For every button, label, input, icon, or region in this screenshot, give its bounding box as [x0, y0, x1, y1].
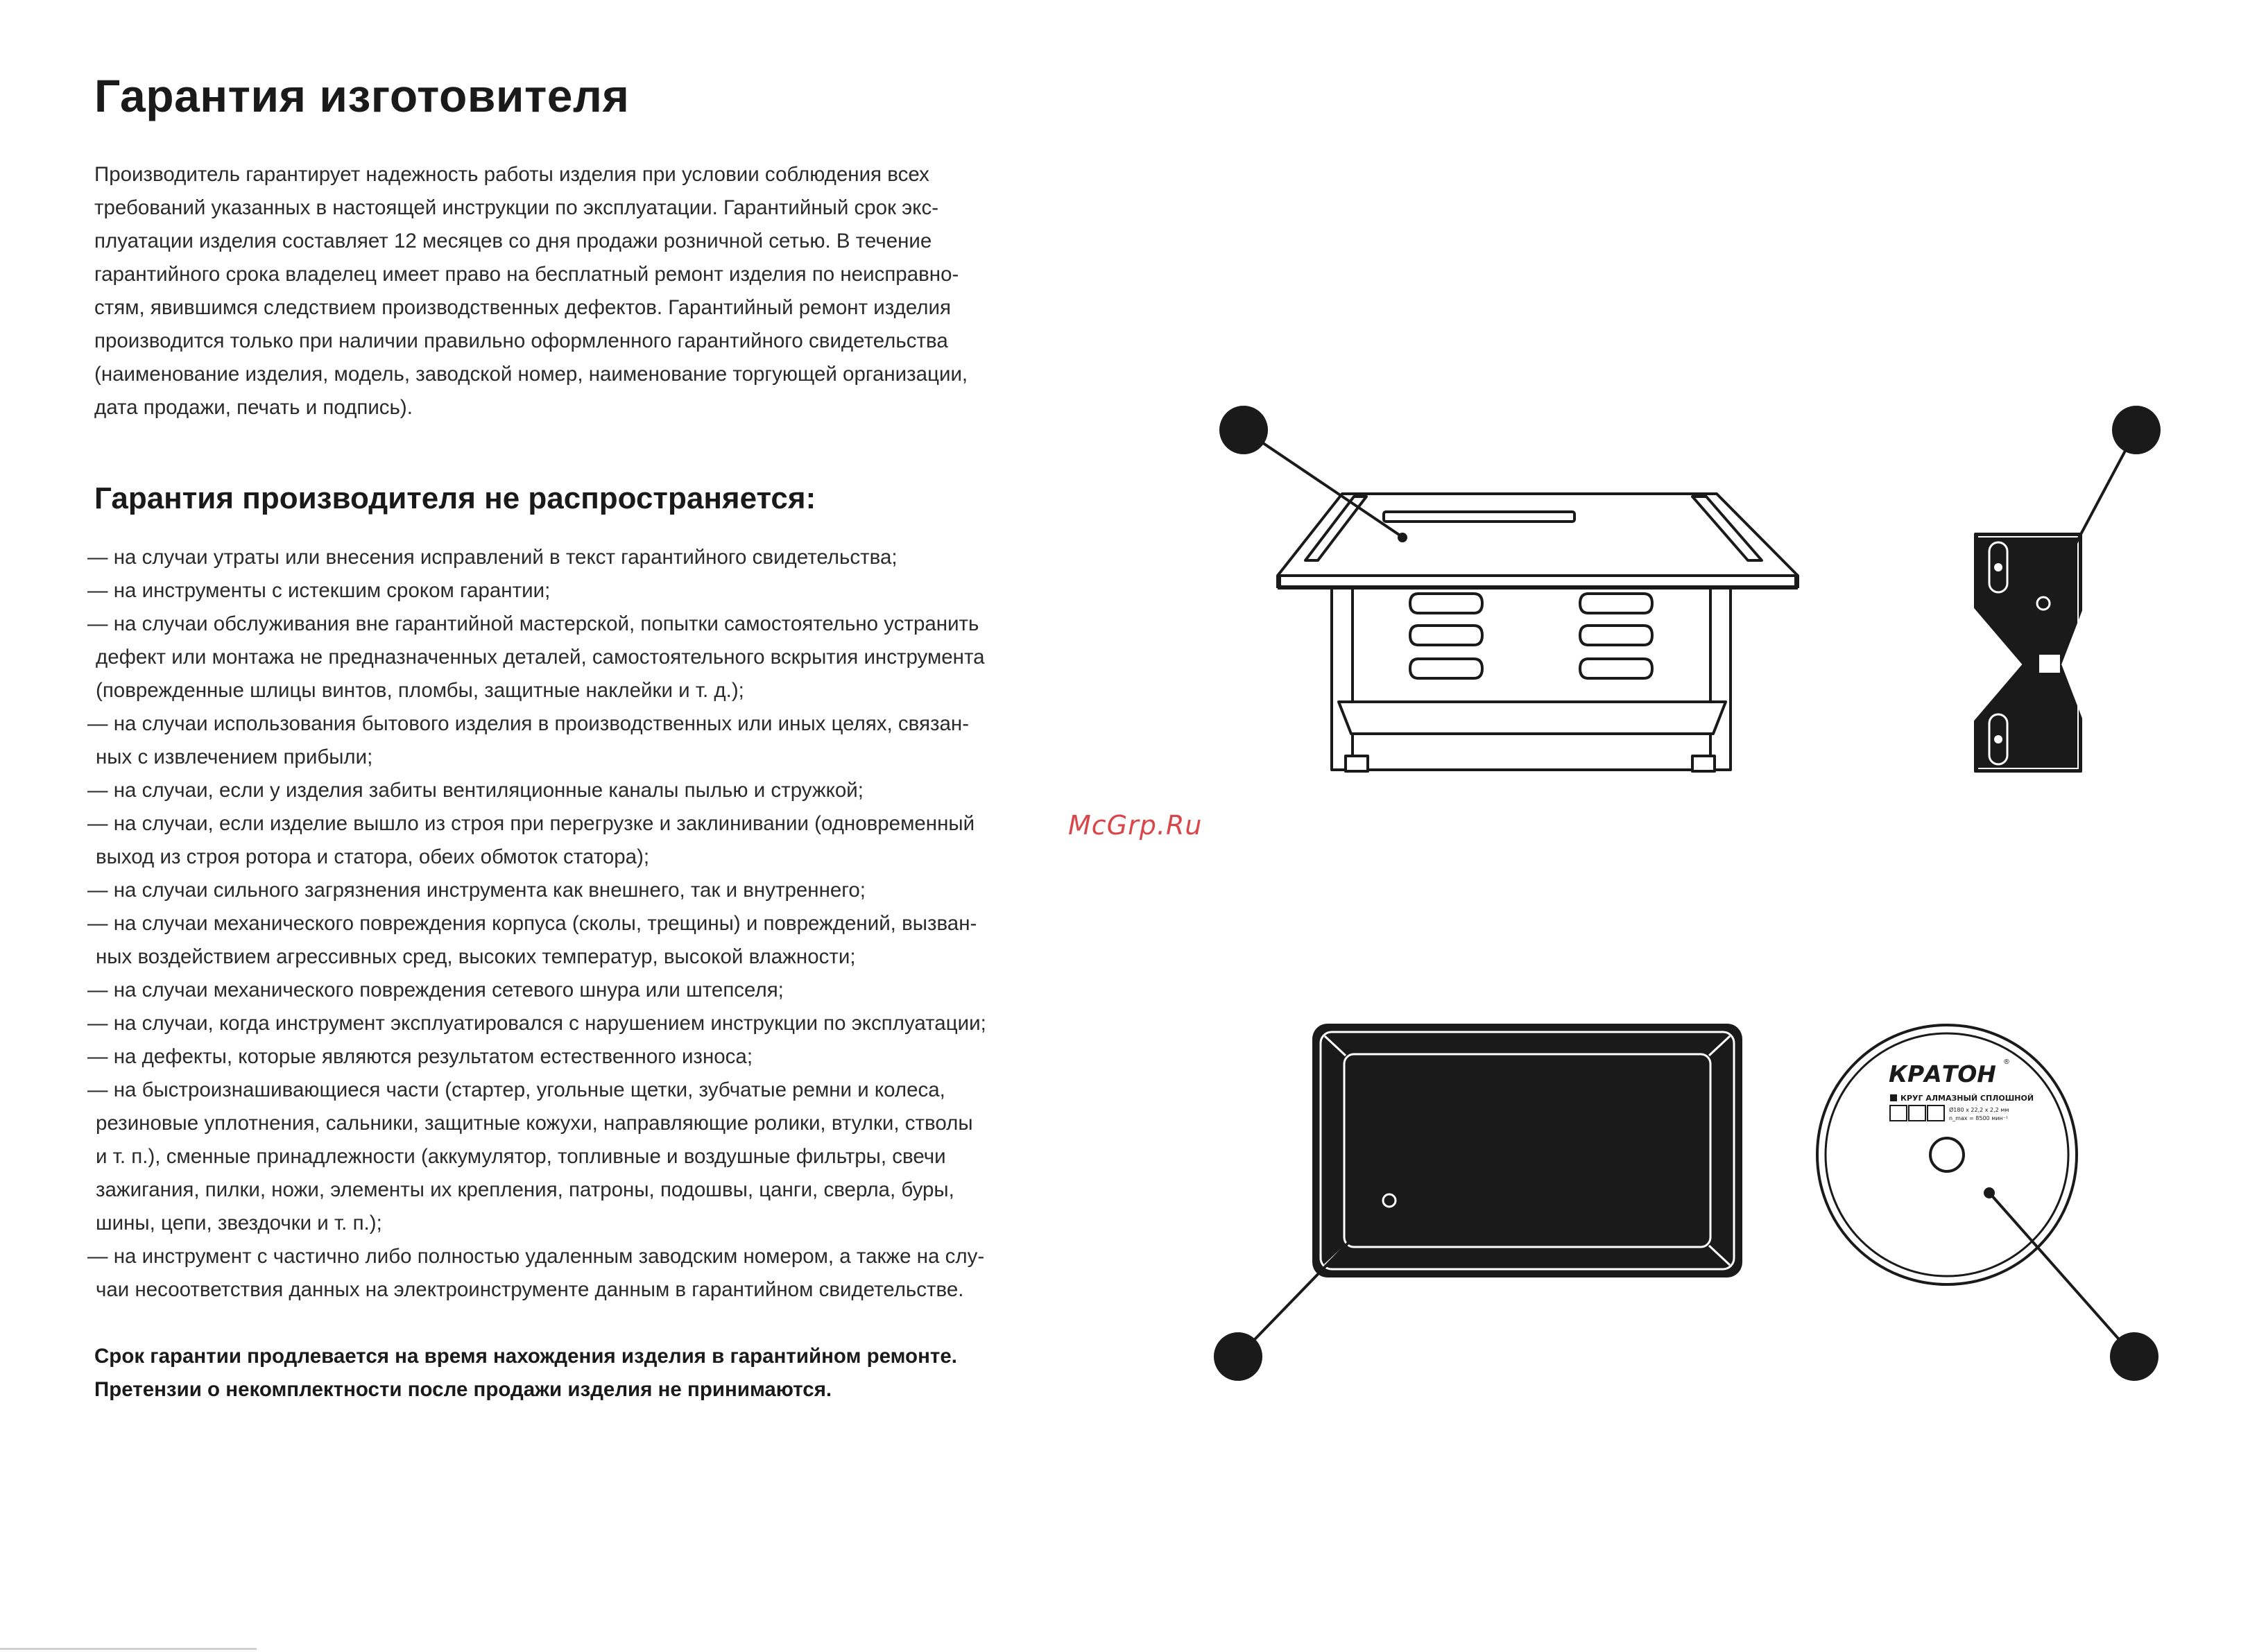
list-item: — на случаи, если изделие вышло из строя при перегрузке и заклинивании (одновременный	[87, 812, 975, 835]
list-item: — на случаи утраты или внесения исправлений в текст гарантийного свидетельства;	[87, 546, 898, 569]
intro-line: требований указанных в настоящей инструкции по эксплуатации. Гарантийный срок экс-	[94, 196, 939, 219]
list-item: — на случаи, когда инструмент эксплуатировался с нарушением инструкции по эксплуатации;	[87, 1012, 986, 1035]
callout-dot	[2037, 597, 2050, 610]
callout-marker	[1214, 1332, 1262, 1381]
list-item-continuation: зажигания, пилки, ножи, элементы их крепления, патроны, подошвы, цанги, сверла, буры,	[96, 1178, 954, 1201]
note-line: Претензии о некомплектности после продажи изделия не принимаются.	[94, 1378, 832, 1401]
intro-line: стям, явившимся следствием производственных дефектов. Гарантийный ремонт изделия	[94, 296, 951, 319]
list-item: — на инструмент с частично либо полностью удаленным заводским номером, а также на слу-	[87, 1245, 985, 1268]
list-item-continuation: (поврежденные шлицы винтов, пломбы, защитные наклейки и т. д.);	[96, 679, 744, 702]
callout-marker	[2112, 406, 2161, 454]
disc-name-label: КРУГ АЛМАЗНЫЙ СПЛОШНОЙ	[1900, 1094, 2034, 1103]
callout-marker	[1219, 406, 1268, 454]
callout-dot	[1398, 533, 1407, 542]
list-item: — на инструменты с истекшим сроком гарантии;	[87, 579, 551, 602]
list-item: — на дефекты, которые являются результатом естественного износа;	[87, 1045, 753, 1068]
list-item-continuation: и т. п.), сменные принадлежности (аккумулятор, топливные и воздушные фильтры, свечи	[96, 1145, 946, 1168]
intro-line: Производитель гарантирует надежность работы изделия при условии соблюдения всех	[94, 163, 929, 186]
list-item-continuation: выход из строя ротора и статора, обеих обмоток статора);	[96, 845, 650, 868]
list-item: — на случаи обслуживания вне гарантийной мастерской, попытки самостоятельно устранить	[87, 612, 979, 635]
intro-line: (наименование изделия, модель, заводской номер, наименование торгующей организации,	[94, 363, 968, 386]
machine-base-drawing	[1278, 494, 1798, 771]
watermark: McGrp.Ru	[1068, 810, 1203, 841]
callout-marker	[2110, 1332, 2158, 1381]
disc-brand-logo: КРАТОН	[1889, 1060, 1996, 1087]
intro-line: плуатации изделия составляет 12 месяцев со дня продажи розничной сетью. В течение	[94, 230, 932, 252]
list-item-continuation: ных с извлечением прибыли;	[96, 746, 373, 768]
callout-dot	[1984, 1187, 1995, 1198]
disc-spec-label: Ø180 x 22,2 x 2,2 мм	[1949, 1107, 2009, 1113]
callout-line	[2045, 430, 2136, 602]
list-item: — на случаи механического повреждения сетевого шнура или штепселя;	[87, 979, 784, 1001]
list-item-continuation: шины, цепи, звездочки и т. п.);	[96, 1212, 382, 1234]
svg-text:®: ®	[2003, 1058, 2010, 1066]
tray-drawing	[1312, 1024, 1742, 1277]
list-item: — на случаи механического повреждения корпуса (сколы, трещины) и повреждений, вызван-	[87, 912, 977, 935]
exclusions-heading: Гарантия производителя не распространяется:	[94, 481, 816, 515]
v-bracket-drawing	[1975, 534, 2081, 771]
intro-line: дата продажи, печать и подпись).	[94, 396, 413, 419]
list-item-continuation: дефект или монтажа не предназначенных деталей, самостоятельного вскрытия инструмента	[96, 646, 985, 669]
list-item: — на случаи сильного загрязнения инструмента как внешнего, так и внутреннего;	[87, 879, 866, 902]
list-item: — на быстроизнашивающиеся части (стартер, угольные щетки, зубчатые ремни и колеса,	[87, 1078, 945, 1101]
page-title: Гарантия изготовителя	[94, 70, 630, 121]
list-item-continuation: ных воздействием агрессивных сред, высоких температур, высокой влажности;	[96, 945, 856, 968]
intro-line: гарантийного срока владелец имеет право на бесплатный ремонт изделия по неисправно-	[94, 263, 959, 286]
intro-line: производится только при наличии правильно оформленного гарантийного свидетельства	[94, 329, 948, 352]
callout-line	[1991, 1194, 2134, 1357]
callout-dot	[1383, 1194, 1396, 1207]
note-line: Срок гарантии продлевается на время нахождения изделия в гарантийном ремонте.	[94, 1345, 957, 1368]
list-item: — на случаи, если у изделия забиты вентиляционные каналы пылью и стружкой;	[87, 779, 864, 802]
list-item: — на случаи использования бытового изделия в производственных или иных целях, связан-	[87, 712, 970, 735]
list-item-continuation: чаи несоответствия данных на электроинструменте данным в гарантийном свидетельстве.	[96, 1278, 964, 1301]
disc-rpm-label: n_max = 8500 мин⁻¹	[1949, 1115, 2009, 1121]
list-item-continuation: резиновые уплотнения, сальники, защитные кожухи, направляющие ролики, втулки, стволы	[96, 1112, 973, 1135]
